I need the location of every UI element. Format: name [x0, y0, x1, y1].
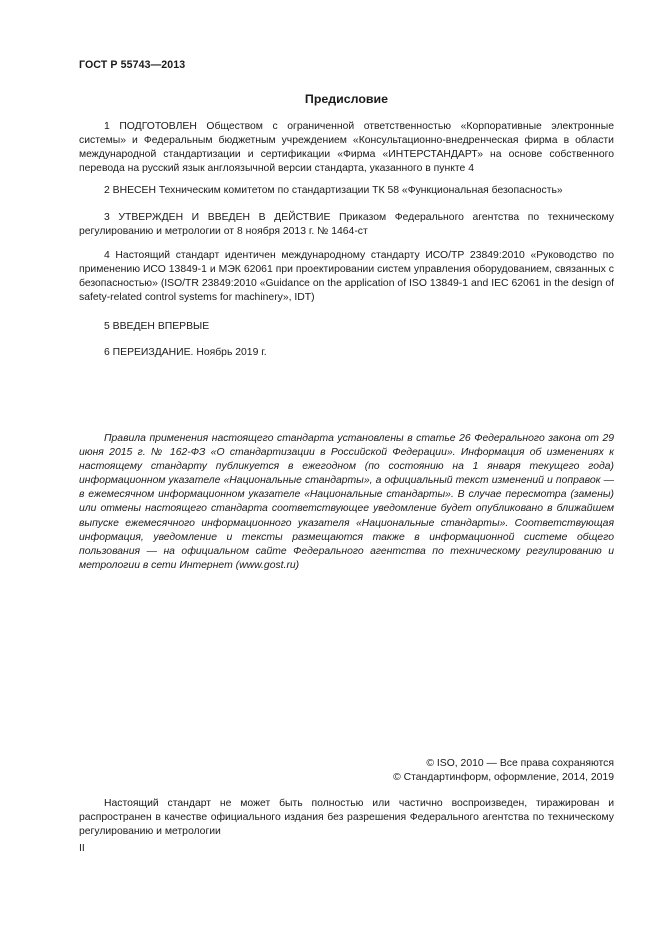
- document-code: ГОСТ Р 55743—2013: [79, 59, 186, 71]
- preface-item-5: 5 ВВЕДЕН ВПЕРВЫЕ: [104, 321, 210, 332]
- preface-item-3: 3 УТВЕРЖДЕН И ВВЕДЕН В ДЕЙСТВИЕ Приказом Федерального агентства по техническому регулированию и метрологии от 8 ноября 2013 г. № 1464-ст: [79, 212, 614, 238]
- preface-item-4: 4 Настоящий стандарт идентичен международному стандарту ИСО/ТР 23849:2010 «Руководство по применению ИСО 13849-1 и МЭК 62061 при проектировании систем управления оборудованием, связанных с безопасностью» (ISO/TR 23849:2010 «Guidance on the application of ISO 13849-1 and IEC 62061 in the design of safety-related control systems for machinery», IDT): [79, 250, 614, 304]
- page-number: II: [79, 843, 85, 854]
- copyright-iso: © ISO, 2010 — Все права сохраняются: [426, 758, 614, 769]
- application-rules-note: Правила применения настоящего стандарта установлены в статье 26 Федерального закона от 29 июня 2015 г. № 162-ФЗ «О стандартизации в Российской Федерации». Информация об изменениях к настоящему стандарту публикуется в ежегодном (по состоянию на 1 января текущего года) информационном указателе «Национальные стандарты», а официальный текст изменений и поправок — в ежемесячном информационном указателе «Национальные стандарты». В случае пересмотра (замены) или отмены настоящего стандарта соответствующее уведомление будет опубликовано в ближайшем выпуске ежемесячного информационного указателя «Национальные стандарты». Соответствующая информация, уведомление и тексты размещаются также в информационной системе общего пользования — на официальном сайте Федерального агентства по техническому регулированию и метрологии в сети Интернет (www.gost.ru): [79, 433, 614, 571]
- copyright-block: [300, 757, 614, 785]
- section-title: Предисловие: [304, 92, 389, 106]
- copyright-standartinform: © Стандартинформ, оформление, 2014, 2019: [393, 772, 614, 784]
- reproduction-notice: Настоящий стандарт не может быть полностью или частично воспроизведен, тиражирован и распространен в качестве официального издания без разрешения Федерального агентства по техническому регулированию и метрологии: [79, 798, 614, 838]
- preface-item-2: 2 ВНЕСЕН Техническим комитетом по стандартизации ТК 58 «Функциональная безопасность»: [104, 185, 563, 196]
- preface-item-1: 1 ПОДГОТОВЛЕН Обществом с ограниченной ответственностью «Корпоративные электронные системы» и Федеральным бюджетным учреждением «Консультационно-внедренческая фирма в области международной стандартизации и сертификации «Фирма «ИНТЕРСТАНДАРТ» на основе собственного перевода на русский язык англоязычной версии стандарта, указанного в пункте 4: [79, 121, 614, 175]
- preface-item-6: 6 ПЕРЕИЗДАНИЕ. Ноябрь 2019 г.: [104, 347, 267, 358]
